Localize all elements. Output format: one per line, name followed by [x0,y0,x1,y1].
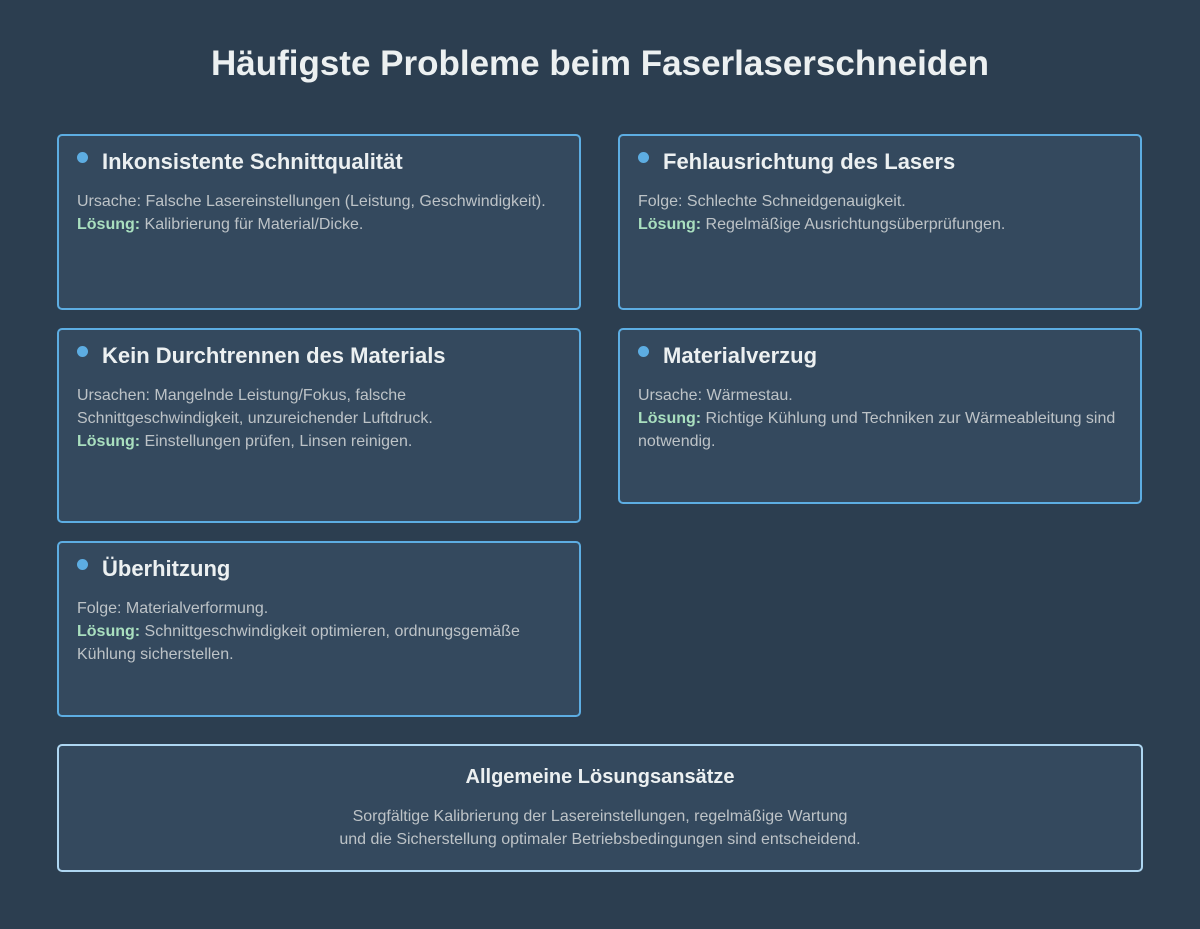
problem-card-material-warping [618,328,1142,504]
problem-heading: Inkonsistente Schnittqualität [102,149,403,174]
bullet-dot-icon [77,152,88,163]
solution-label: Lösung: [77,216,141,233]
problem-solution [77,620,561,666]
solution-text: Kalibrierung für Material/Dicke. [140,216,364,233]
bullet-dot-icon [77,559,88,570]
problem-card-overheating [57,541,581,717]
problem-cause: Ursachen: Mangelnde Leistung/Fokus, falsche Schnittgeschwindigkeit, unzureichender Luftdruck. [77,387,433,427]
solution-label: Lösung: [638,216,702,233]
problem-body [77,190,561,236]
problem-cause: Ursache: Wärmestau. [638,387,793,404]
problem-heading: Fehlausrichtung des Lasers [663,149,956,174]
problem-solution [638,407,1122,453]
bullet-dot-icon [77,346,88,357]
solution-text: Richtige Kühlung und Techniken zur Wärmeableitung sind notwendig. [638,410,1116,450]
problem-card-no-cut-through [57,328,581,523]
page-title: Häufigste Probleme beim Faserlaserschneiden [210,44,990,83]
problem-card-laser-misalignment [618,134,1142,310]
summary-line-2: und die Sicherstellung optimaler Betriebsbedingungen sind entscheidend. [339,831,861,848]
problem-body [638,190,1122,236]
problem-body [77,384,561,453]
problem-heading: Materialverzug [663,343,818,368]
problem-consequence: Folge: Materialverformung. [77,600,269,617]
bullet-dot-icon [638,346,649,357]
general-solutions-box [57,744,1143,872]
problem-card-inconsistent-cut-quality [57,134,581,310]
solution-text: Regelmäßige Ausrichtungsüberprüfungen. [701,216,1006,233]
solution-label: Lösung: [77,623,141,640]
problem-heading: Kein Durchtrennen des Materials [102,343,446,368]
solution-label: Lösung: [77,433,141,450]
problem-heading: Überhitzung [102,556,231,581]
summary-text [59,805,1141,851]
summary-heading: Allgemeine Lösungsansätze [465,766,735,788]
problem-solution [77,213,561,236]
solution-text: Einstellungen prüfen, Linsen reinigen. [140,433,413,450]
solution-text: Schnittgeschwindigkeit optimieren, ordnungsgemäße Kühlung sicherstellen. [77,623,520,663]
problem-solution [638,213,1122,236]
solution-label: Lösung: [638,410,702,427]
problem-body [638,384,1122,453]
problem-body [77,597,561,666]
problem-cause: Ursache: Falsche Lasereinstellungen (Leistung, Geschwindigkeit). [77,193,546,210]
problem-solution [77,430,561,453]
problem-consequence: Folge: Schlechte Schneidgenauigkeit. [638,193,906,210]
bullet-dot-icon [638,152,649,163]
summary-line-1: Sorgfältige Kalibrierung der Lasereinstellungen, regelmäßige Wartung [352,808,848,825]
